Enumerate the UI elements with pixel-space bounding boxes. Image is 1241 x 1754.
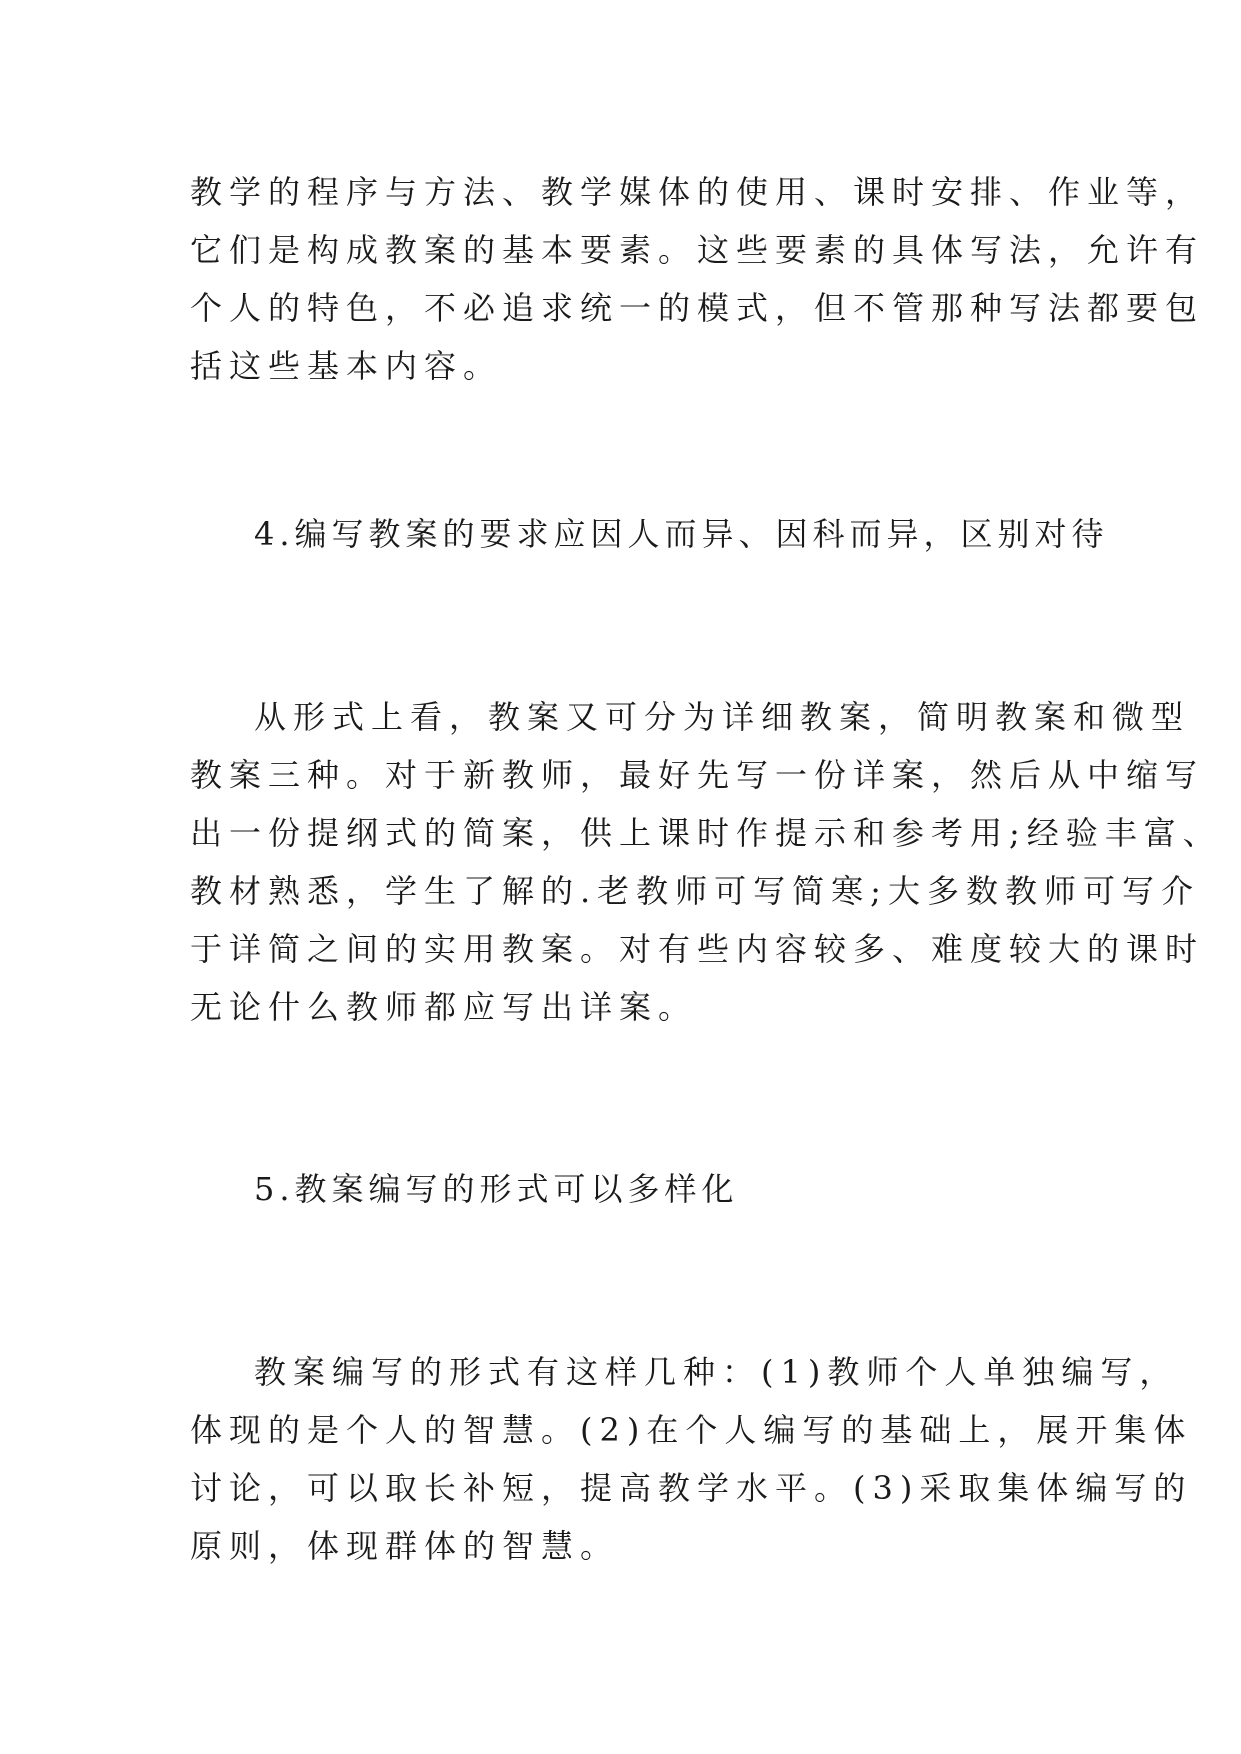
heading-text: 5.教案编写的形式可以多样化 xyxy=(254,1170,739,1208)
text-line: 无论什么教师都应写出详案。 xyxy=(190,988,698,1026)
text-line: 个人的特色，不必追求统一的模式，但不管那种写法都要包 xyxy=(190,289,1205,327)
text-line: 括这些基本内容。 xyxy=(190,347,503,385)
text-line: 教材熟悉，学生了解的.老教师可写简寒;大多数教师可写介 xyxy=(190,872,1200,910)
text-line: 教学的程序与方法、教学媒体的使用、课时安排、作业等， xyxy=(190,173,1205,211)
heading-text: 4.编写教案的要求应因人而异、因科而异，区别对待 xyxy=(254,515,1109,553)
section-heading-5 xyxy=(190,1160,1070,1218)
paragraph-basic-elements xyxy=(190,163,1205,395)
paragraph-lesson-plan-types xyxy=(190,688,1222,1036)
text-line: 它们是构成教案的基本要素。这些要素的具体写法，允许有 xyxy=(190,231,1205,269)
section-heading-4 xyxy=(190,505,1109,563)
text-line: 从形式上看，教案又可分为详细教案，简明教案和微型 xyxy=(254,698,1191,736)
text-line: 体现的是个人的智慧。(2)在个人编写的基础上，展开集体 xyxy=(190,1411,1193,1449)
text-line: 出一份提纲式的简案，供上课时作提示和参考用;经验丰富、 xyxy=(190,814,1222,852)
text-line: 于详简之间的实用教案。对有些内容较多、难度较大的课时 xyxy=(190,930,1205,968)
text-line: 教案编写的形式有这样几种：(1)教师个人单独编写， xyxy=(254,1353,1179,1391)
text-line: 教案三种。对于新教师，最好先写一份详案，然后从中缩写 xyxy=(190,756,1205,794)
paragraph-writing-forms xyxy=(190,1343,1193,1575)
text-line: 原则，体现群体的智慧。 xyxy=(190,1527,620,1565)
text-line: 讨论，可以取长补短，提高教学水平。(3)采取集体编写的 xyxy=(190,1469,1193,1507)
